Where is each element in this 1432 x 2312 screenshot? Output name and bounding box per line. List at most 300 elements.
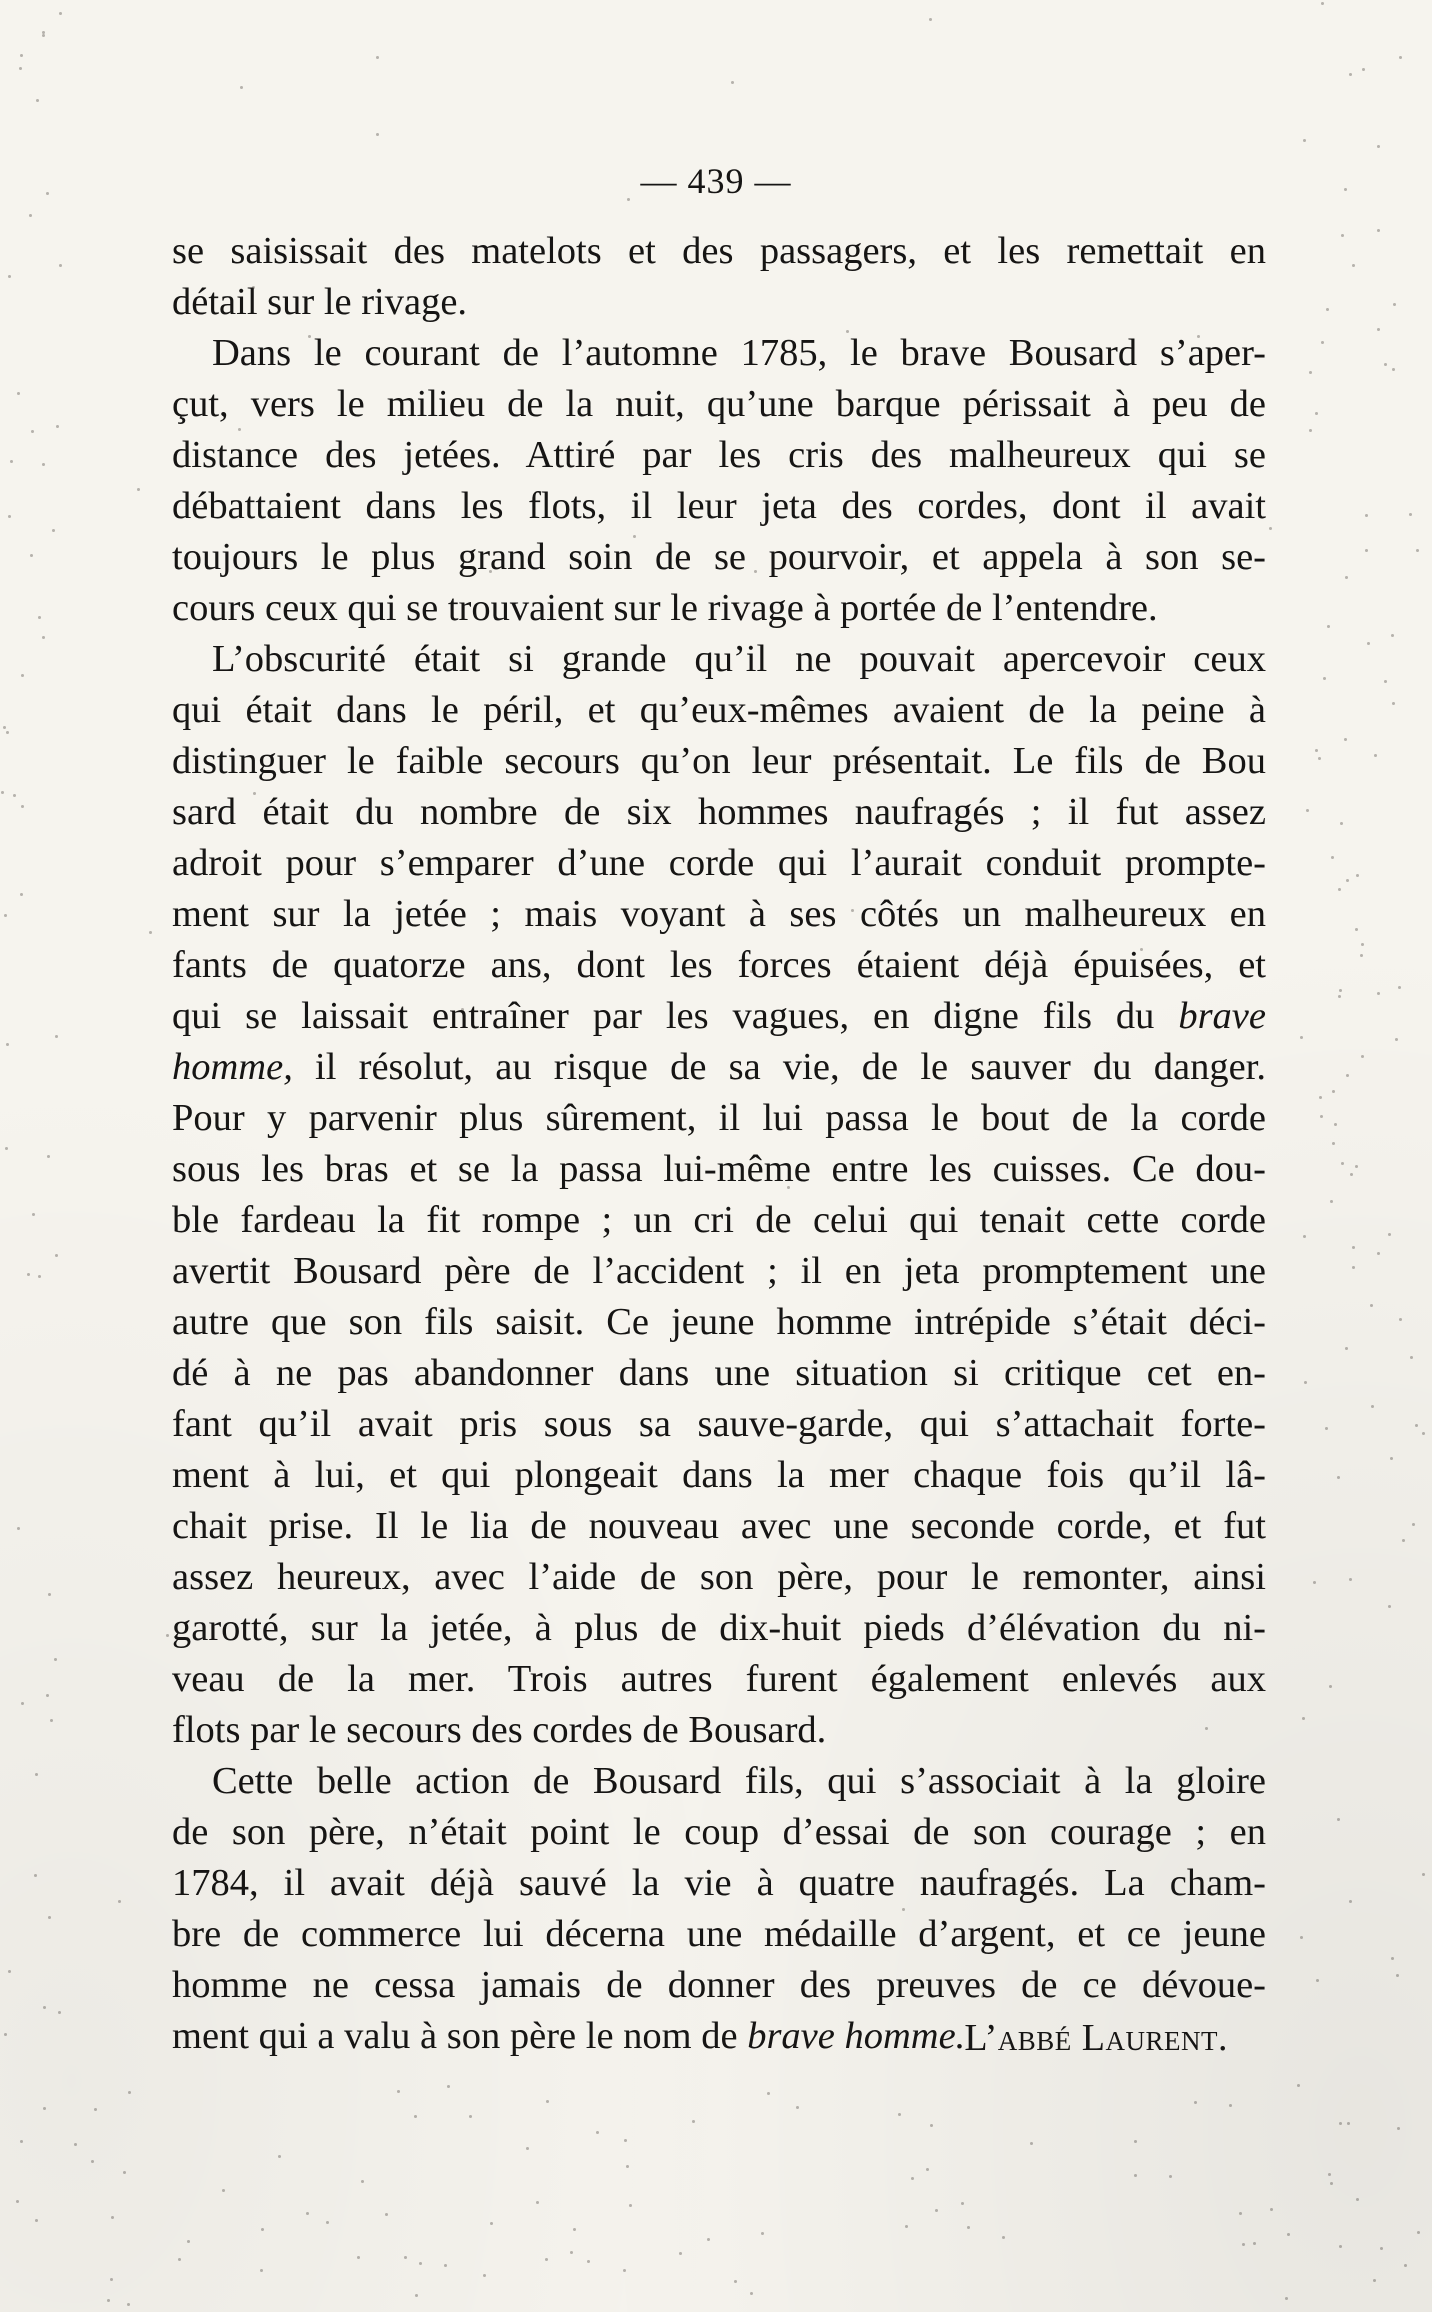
paper-speck xyxy=(361,2180,364,2183)
paper-speck xyxy=(1339,2245,1342,2248)
paper-speck xyxy=(385,2213,388,2216)
paper-speck xyxy=(1409,513,1412,516)
paper-speck xyxy=(1287,2233,1290,2236)
paper-speck xyxy=(253,792,256,795)
paper-speck xyxy=(1412,1523,1415,1526)
paper-speck xyxy=(91,2160,94,2163)
paper-speck xyxy=(536,2201,539,2204)
paper-speck xyxy=(5,1147,8,1150)
line-text: ment à lui, et qui plongeait dans la mer chaque fois qu’il lâ- xyxy=(172,1454,1266,1496)
text-line xyxy=(172,226,1266,277)
paper-speck xyxy=(29,214,32,217)
paper-speck xyxy=(1344,738,1347,741)
paper-speck xyxy=(570,2251,573,2254)
paper-speck xyxy=(1321,341,1324,344)
paper-speck xyxy=(1270,2208,1273,2211)
paper-speck xyxy=(787,1186,790,1189)
text-line xyxy=(172,1144,1266,1195)
paper-speck xyxy=(1377,328,1380,331)
paper-speck xyxy=(35,2219,38,2222)
paper-speck xyxy=(419,2262,422,2265)
line-text: toujours le plus grand soin de se pourvoir, et appela à son se- xyxy=(172,536,1266,578)
paper-speck xyxy=(48,1593,51,1596)
paper-speck xyxy=(469,2115,472,2118)
paper-speck xyxy=(19,67,22,70)
paper-speck xyxy=(629,2204,632,2207)
text-line xyxy=(172,1552,1266,1603)
paper-speck xyxy=(1365,514,1368,517)
paper-speck xyxy=(846,330,849,333)
paper-speck xyxy=(43,2107,46,2110)
paper-speck xyxy=(3,726,6,729)
paper-speck xyxy=(1362,68,1365,71)
paper-speck xyxy=(431,2031,434,2034)
paper-speck xyxy=(4,914,7,917)
paper-speck xyxy=(222,2189,225,2192)
text-line xyxy=(172,1195,1266,1246)
paper-speck xyxy=(1253,2242,1256,2245)
paper-speck xyxy=(31,430,34,433)
paper-speck xyxy=(4,2033,7,2036)
paper-speck xyxy=(42,34,45,37)
paper-speck xyxy=(731,81,734,84)
paper-speck xyxy=(905,2225,908,2228)
line-text: de son père, n’était point le coup d’essai de son courage ; en xyxy=(172,1811,1266,1853)
text-line xyxy=(172,1603,1266,1654)
paper-speck xyxy=(178,2258,181,2261)
text-line xyxy=(172,583,1266,634)
paper-speck xyxy=(59,264,62,267)
paper-speck xyxy=(38,616,41,619)
paper-speck xyxy=(6,1043,9,1046)
line-text: Pour y parvenir plus sûrement, il lui passa le bout de la corde xyxy=(172,1097,1266,1139)
line-text: Dans le courant de l’automne 1785, le brave Bousard s’aper- xyxy=(212,332,1266,374)
text-line xyxy=(172,532,1266,583)
paper-speck xyxy=(118,1900,121,1903)
paper-speck xyxy=(1327,625,1330,628)
paper-speck xyxy=(1346,879,1349,882)
paper-speck xyxy=(107,2299,110,2302)
paper-speck xyxy=(898,2113,901,2116)
paper-speck xyxy=(415,2294,418,2297)
paper-speck xyxy=(1297,2084,1300,2087)
paper-speck xyxy=(376,56,379,59)
paper-speck xyxy=(1384,363,1387,366)
paper-speck xyxy=(626,2165,629,2168)
author-signature: L’abbé Laurent. xyxy=(964,2017,1228,2059)
paper-speck xyxy=(58,2011,61,2014)
paper-speck xyxy=(74,2143,77,2146)
paper-speck xyxy=(1355,1165,1358,1168)
paper-speck xyxy=(43,2006,46,2009)
line-text: il résolut, au risque de sa vie, de le sauver du danger. xyxy=(292,1046,1266,1088)
paper-speck xyxy=(1309,429,1312,432)
paper-speck xyxy=(240,86,243,89)
paper-speck xyxy=(1338,995,1341,998)
paper-speck xyxy=(1285,2297,1288,2300)
paper-speck xyxy=(1326,308,1329,311)
paper-speck xyxy=(1399,56,1402,59)
paper-speck xyxy=(967,2226,970,2229)
paper-speck xyxy=(633,535,636,538)
paper-speck xyxy=(8,275,11,278)
paper-speck xyxy=(1393,303,1396,306)
text-line xyxy=(172,1297,1266,1348)
paper-speck xyxy=(750,2292,753,2295)
paper-speck xyxy=(1323,677,1326,680)
line-text: homme ne cessa jamais de donner des preuves de ce dévoue- xyxy=(172,1964,1266,2006)
page-number: — 439 — xyxy=(640,161,792,201)
paper-speck xyxy=(1340,822,1343,825)
text-line xyxy=(172,1042,1266,1093)
line-text: distance des jetées. Attiré par les cris des malheureux qui se xyxy=(172,434,1266,476)
paper-speck xyxy=(961,2202,964,2205)
line-text: ment qui a valu à son père le nom de xyxy=(172,2015,748,2057)
paper-speck xyxy=(546,2100,549,2103)
paper-speck xyxy=(1316,1979,1319,1982)
paper-speck xyxy=(796,2106,799,2109)
line-text: fants de quatorze ans, dont les forces étaient déjà épuisées, et xyxy=(172,944,1266,986)
paper-speck xyxy=(1148,1845,1151,1848)
paper-speck xyxy=(1303,139,1306,142)
text-line xyxy=(172,481,1266,532)
paper-speck xyxy=(56,425,59,428)
line-text: garotté, sur la jetée, à plus de dix-huit pieds d’élévation du ni- xyxy=(172,1607,1266,1649)
paper-speck xyxy=(1422,1873,1425,1876)
text-line xyxy=(172,1858,1266,1909)
line-text: flots par le secours des cordes de Bousard. xyxy=(172,1709,827,1751)
paper-speck xyxy=(1334,1123,1337,1126)
paper-speck xyxy=(1315,412,1318,415)
paper-speck xyxy=(1320,1115,1323,1118)
paper-speck xyxy=(261,2228,264,2231)
paper-speck xyxy=(1422,1432,1425,1435)
paper-speck xyxy=(1269,527,1272,530)
text-line xyxy=(172,379,1266,430)
paper-speck xyxy=(1377,229,1380,232)
paper-speck xyxy=(761,2232,764,2235)
paper-speck xyxy=(1397,2127,1400,2130)
paper-speck xyxy=(1373,2279,1376,2282)
line-text: çut, vers le milieu de la nuit, qu’une barque périssait à peu de xyxy=(172,383,1266,425)
paper-speck xyxy=(624,2139,627,2142)
italic-phrase: brave xyxy=(1178,995,1266,1037)
paper-speck xyxy=(483,2274,486,2277)
italic-phrase: homme, xyxy=(172,1046,293,1088)
paper-speck xyxy=(1239,2212,1242,2215)
text-line xyxy=(172,1654,1266,1705)
text-line xyxy=(172,736,1266,787)
paper-speck xyxy=(444,2264,447,2267)
paper-speck xyxy=(16,2200,19,2203)
paper-speck xyxy=(1384,680,1387,683)
line-text: fant qu’il avait pris sous sa sauve-garde, qui s’attachait forte- xyxy=(172,1403,1266,1445)
paper-speck xyxy=(21,674,24,677)
line-text: bre de commerce lui décerna une médaille d’argent, et ce jeune xyxy=(172,1913,1266,1955)
paper-speck xyxy=(1380,2247,1383,2250)
text-line xyxy=(172,1450,1266,1501)
paper-speck xyxy=(357,2256,360,2259)
line-text: avertit Bousard père de l’accident ; il en jeta promptement une xyxy=(172,1250,1266,1292)
paper-speck xyxy=(1395,1038,1398,1041)
paper-speck xyxy=(187,2240,190,2243)
line-text: ble fardeau la fit rompe ; un cri de celui qui tenait cette corde xyxy=(172,1199,1266,1241)
paper-speck xyxy=(929,18,932,21)
paper-speck xyxy=(6,731,9,734)
paper-speck xyxy=(36,99,39,102)
paper-speck xyxy=(414,2115,417,2118)
paper-speck xyxy=(1361,943,1364,946)
text-line xyxy=(172,634,1266,685)
text-line xyxy=(172,838,1266,889)
text-line xyxy=(172,277,1266,328)
paper-speck xyxy=(50,1719,53,1722)
paper-speck xyxy=(166,1634,169,1637)
paper-speck xyxy=(1315,749,1318,752)
paper-speck xyxy=(1309,371,1312,374)
paper-speck xyxy=(1347,2122,1350,2125)
paper-speck xyxy=(734,2280,737,2283)
paper-speck xyxy=(10,460,13,463)
paper-speck xyxy=(1349,1900,1352,1903)
paper-speck xyxy=(1360,954,1363,957)
line-text: chait prise. Il le lia de nouveau avec une seconde corde, et fut xyxy=(172,1505,1266,1547)
paper-speck xyxy=(1332,1142,1335,1145)
paper-speck xyxy=(1321,2,1324,5)
line-text: 1784, il avait déjà sauvé la vie à quatre naufragés. La cham- xyxy=(172,1862,1266,1904)
paper-speck xyxy=(1319,1096,1322,1099)
text-line xyxy=(172,787,1266,838)
paper-speck xyxy=(34,1874,37,1877)
line-text: qui était dans le péril, et qu’eux-mêmes avaient de la peine à xyxy=(172,689,1266,731)
paper-speck xyxy=(1002,2236,1005,2239)
paper-speck xyxy=(38,1275,41,1278)
paper-speck xyxy=(149,931,152,934)
text-line xyxy=(172,1909,1266,1960)
line-text: assez heureux, avec l’aide de son père, pour le remonter, ainsi xyxy=(172,1556,1266,1598)
line-text: Cette belle action de Bousard fils, qui s’associait à la gloire xyxy=(212,1760,1266,1802)
paper-speck xyxy=(17,1527,20,1530)
paper-speck xyxy=(1332,1090,1335,1093)
paper-speck xyxy=(1169,2175,1172,2178)
paper-speck xyxy=(32,1213,35,1216)
paper-speck xyxy=(8,515,11,518)
paper-speck xyxy=(20,54,23,57)
paper-speck xyxy=(1134,2174,1137,2177)
paper-speck xyxy=(1350,1173,1353,1176)
paper-speck xyxy=(94,2108,97,2111)
paper-speck xyxy=(137,488,140,491)
paper-speck xyxy=(545,2258,548,2261)
paper-speck xyxy=(42,636,45,639)
paper-speck xyxy=(127,2303,130,2306)
paper-speck xyxy=(1300,1936,1303,1939)
paper-speck xyxy=(1402,1539,1405,1542)
paper-speck xyxy=(902,1908,905,1911)
paper-speck xyxy=(1398,986,1401,989)
paper-speck xyxy=(1303,1235,1306,1238)
paper-speck xyxy=(767,2092,770,2095)
paper-speck xyxy=(1339,2122,1342,2125)
text-line xyxy=(172,940,1266,991)
paper-speck xyxy=(306,2212,309,2215)
paper-speck xyxy=(17,392,20,395)
paper-speck xyxy=(692,2120,695,2123)
paper-speck xyxy=(1313,1581,1316,1584)
paper-speck xyxy=(13,794,16,797)
line-text: qui se laissait entraîner par les vagues, en digne fils du xyxy=(172,995,1179,1037)
paper-speck xyxy=(1302,1717,1305,1720)
paper-speck xyxy=(1331,856,1334,859)
paper-speck xyxy=(20,2140,23,2143)
paper-speck xyxy=(27,1273,30,1276)
paper-speck xyxy=(1355,928,1358,931)
paper-speck xyxy=(1328,2173,1331,2176)
paper-speck xyxy=(1337,1818,1340,1821)
paper-speck xyxy=(1229,2104,1232,2107)
paper-speck xyxy=(55,1035,58,1038)
line-text: L’obscurité était si grande qu’il ne pouvait apercevoir ceux xyxy=(212,638,1266,680)
paper-speck xyxy=(21,805,24,808)
paper-speck xyxy=(46,1694,49,1697)
paper-speck xyxy=(55,1254,58,1257)
paper-speck xyxy=(1140,948,1143,951)
paper-speck xyxy=(1349,73,1352,76)
line-text: veau de la mer. Trois autres furent également enlevés aux xyxy=(172,1658,1266,1700)
text-line xyxy=(172,889,1266,940)
paper-speck xyxy=(750,970,753,973)
paper-speck xyxy=(1339,989,1342,992)
text-line xyxy=(172,1348,1266,1399)
line-text: cours ceux qui se trouvaient sur le rivage à portée de l’entendre. xyxy=(172,587,1158,629)
paper-speck xyxy=(1377,145,1380,148)
paper-speck xyxy=(1337,1476,1340,1479)
line-text: sard était du nombre de six hommes naufragés ; il fut assez xyxy=(172,791,1266,833)
line-text: ment sur la jetée ; mais voyant à ses côtés un malheureux en xyxy=(172,893,1266,935)
paper-speck xyxy=(1325,1427,1328,1430)
paper-speck xyxy=(1374,754,1377,757)
paper-speck xyxy=(30,554,33,557)
text-line xyxy=(172,685,1266,736)
text-line xyxy=(172,430,1266,481)
paper-speck xyxy=(1341,1162,1344,1165)
paper-speck xyxy=(1349,1578,1352,1581)
paper-speck xyxy=(1356,2198,1359,2201)
paper-speck xyxy=(20,893,23,896)
paper-speck xyxy=(1361,1055,1364,1058)
paper-speck xyxy=(587,2260,590,2263)
paper-speck xyxy=(1377,992,1380,995)
paper-speck xyxy=(1134,2140,1137,2143)
line-text: distinguer le faible secours qu’on leur présentait. Le fils de Bou xyxy=(172,740,1266,782)
paper-speck xyxy=(1388,1233,1391,1236)
paper-speck xyxy=(1388,1605,1391,1608)
paper-speck xyxy=(260,2269,263,2272)
line-text: dé à ne pas abandonner dans une situation si critique cet en- xyxy=(172,1352,1266,1394)
paper-speck xyxy=(48,1916,51,1919)
paper-speck xyxy=(278,2155,281,2158)
paper-speck xyxy=(123,2171,126,2174)
line-text: autre que son fils saisit. Ce jeune homme intrépide s’était déci- xyxy=(172,1301,1266,1343)
paper-speck xyxy=(1417,2231,1420,2234)
paper-speck xyxy=(1338,888,1341,891)
paper-speck xyxy=(1242,2243,1245,2246)
paper-speck xyxy=(1345,576,1348,579)
paper-speck xyxy=(1367,642,1370,645)
paper-speck xyxy=(1399,1318,1402,1321)
paper-speck xyxy=(111,2216,114,2219)
paper-speck xyxy=(1356,874,1359,877)
text-line xyxy=(172,1807,1266,1858)
paper-speck xyxy=(1352,1266,1355,1269)
paper-speck xyxy=(1352,264,1355,267)
paper-speck xyxy=(573,2228,576,2231)
paper-speck xyxy=(110,2278,113,2281)
paper-speck xyxy=(1346,1074,1349,1077)
paper-speck xyxy=(930,2124,933,2127)
paper-speck xyxy=(1352,1246,1355,1249)
paper-speck xyxy=(1341,234,1344,237)
italic-phrase: brave homme. xyxy=(747,2015,966,2057)
paper-speck xyxy=(1,791,4,794)
paper-speck xyxy=(1404,2264,1407,2267)
paper-speck xyxy=(1390,1457,1393,1460)
paper-speck xyxy=(326,2221,329,2224)
paper-speck xyxy=(128,2091,131,2094)
text-line xyxy=(172,328,1266,379)
paper-speck xyxy=(59,12,62,15)
paper-speck xyxy=(1300,1036,1303,1039)
paper-speck xyxy=(376,133,379,136)
paper-speck xyxy=(1365,549,1368,552)
paper-speck xyxy=(1371,1405,1374,1408)
paper-speck xyxy=(707,2238,710,2241)
line-text: se saisissait des matelots et des passagers, et les remettait en xyxy=(172,230,1266,272)
paper-speck xyxy=(627,198,630,201)
paper-speck xyxy=(1392,368,1395,371)
paper-speck xyxy=(490,2222,493,2225)
text-line xyxy=(172,1246,1266,1297)
paper-speck xyxy=(1304,1381,1307,1384)
paper-speck xyxy=(1410,1356,1413,1359)
text-line xyxy=(172,1705,1266,1756)
paper-speck xyxy=(35,1773,38,1776)
paper-speck xyxy=(8,1970,11,1973)
paper-speck xyxy=(1392,702,1395,705)
text-line xyxy=(172,1960,1266,2011)
paper-speck xyxy=(596,2131,599,2134)
paper-speck xyxy=(42,463,45,466)
paper-speck xyxy=(397,2090,400,2093)
paper-speck xyxy=(623,2269,626,2272)
paper-speck xyxy=(1345,1347,1348,1350)
paper-speck xyxy=(1377,1252,1380,1255)
paper-speck xyxy=(1318,757,1321,760)
line-text: détail sur le rivage. xyxy=(172,281,468,323)
paper-speck xyxy=(1344,188,1347,191)
paper-speck xyxy=(21,1702,24,1705)
text-line xyxy=(172,1399,1266,1450)
paper-speck xyxy=(1194,2101,1197,2104)
line-text: adroit pour s’emparer d’une corde qui l’aurait conduit prompte- xyxy=(172,842,1266,884)
paper-speck xyxy=(404,2256,407,2259)
paper-speck xyxy=(679,2252,682,2255)
paper-speck xyxy=(1030,2142,1033,2145)
paper-speck xyxy=(308,335,311,338)
paper-speck xyxy=(47,1155,50,1158)
paper-speck xyxy=(926,2168,929,2171)
paper-speck xyxy=(1306,809,1309,812)
